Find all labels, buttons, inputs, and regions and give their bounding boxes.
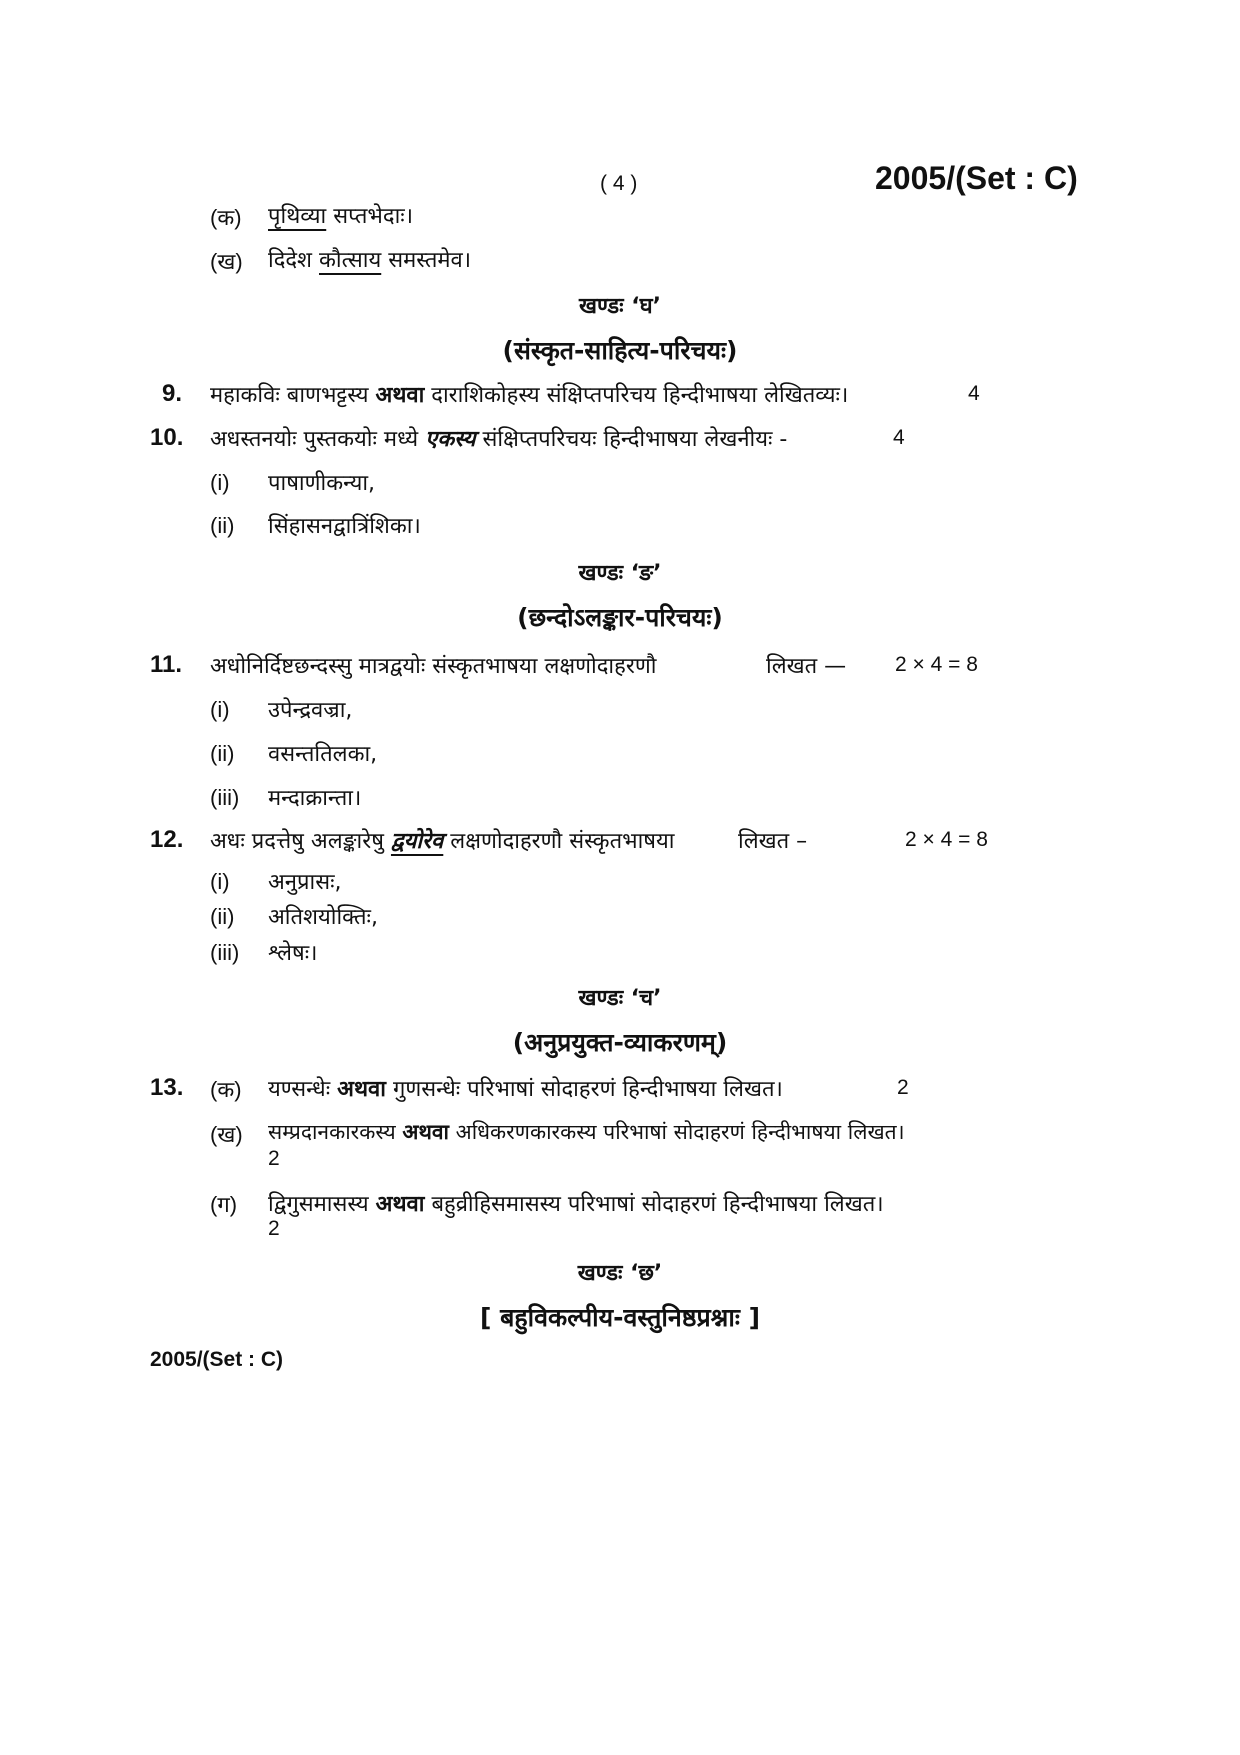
item-text: दिदेश	[268, 248, 320, 273]
part-text	[268, 1118, 905, 1146]
question-number-9: 9.	[162, 380, 183, 407]
option-text: श्लेषः।	[268, 941, 318, 966]
marks-12: 2 × 4 = 8	[905, 828, 988, 851]
question-number-12: 12.	[150, 826, 184, 853]
option-label: (iii)	[210, 785, 240, 810]
emphasis: एकस्य	[425, 427, 476, 452]
part-label: (ग)	[210, 1192, 238, 1217]
item-label-ka: (क)	[210, 205, 242, 230]
q-text: दाराशिकोहस्य संक्षिप्तपरिचय हिन्दीभाषया लेखितव्यः।	[424, 383, 849, 408]
emphasis: द्वयोरेव	[390, 829, 444, 854]
question-text-12-end: लिखत –	[738, 829, 808, 854]
q-text: अधिकरणकारकस्य परिभाषां सोदाहरणं हिन्दीभाषया लिखत।	[448, 1120, 905, 1144]
emphasis: अथवा	[402, 1120, 449, 1144]
option-label: (ii)	[210, 904, 235, 929]
part-label: (क)	[210, 1077, 242, 1102]
option-text: वसन्ततिलका,	[268, 742, 378, 767]
option-text: अतिशयोक्तिः,	[268, 905, 378, 930]
option-text: उपेन्द्रवज्रा,	[268, 698, 353, 723]
part-text	[268, 1188, 884, 1218]
emphasis: अथवा	[337, 1077, 386, 1102]
marks-11: 2 × 4 = 8	[895, 653, 978, 676]
option-text: पाषाणीकन्या,	[268, 471, 376, 496]
q-text: लक्षणोदाहरणौ संस्कृतभाषया	[443, 829, 675, 854]
section-title-cha: खण्डः ‘च’	[578, 986, 662, 1011]
question-text-11-end: लिखत —	[766, 654, 847, 679]
question-number-13: 13.	[150, 1074, 184, 1101]
option-text: सिंहासनद्वात्रिंशिका।	[268, 514, 421, 539]
question-text-10	[210, 423, 787, 453]
q-text: संक्षिप्तपरिचयः हिन्दीभाषया लेखनीयः -	[475, 427, 788, 452]
q-text: बहुव्रीहिसमासस्य परिभाषां सोदाहरणं हिन्दीभाषया लिखत।	[424, 1192, 884, 1217]
q-text: अधः प्रदत्तेषु अलङ्कारेषु	[210, 829, 391, 854]
question-text-9	[210, 379, 848, 409]
item-label-kha: (ख)	[210, 249, 243, 274]
marks-9: 4	[968, 382, 980, 405]
section-subtitle-gha: (संस्कृत-साहित्य-परिचयः)	[502, 336, 738, 365]
q-text: द्विगुसमासस्य	[268, 1192, 376, 1217]
q-text: सम्प्रदानकारकस्य	[268, 1120, 403, 1144]
marks-13-ka: 2	[897, 1076, 909, 1099]
item-text: समस्तमेव।	[381, 248, 472, 273]
paper-code-footer: 2005/(Set : C)	[150, 1348, 284, 1371]
emphasis: अथवा	[375, 383, 425, 408]
question-number-10: 10.	[150, 424, 184, 451]
section-subtitle-nga: (छन्दोऽलङ्कार-परिचयः)	[517, 603, 723, 632]
page-number: ( 4 )	[600, 172, 638, 195]
item-text-ka	[268, 200, 413, 230]
part-label: (ख)	[210, 1122, 243, 1147]
q-text: अधस्तनयोः पुस्तकयोः मध्ये	[210, 427, 426, 452]
underlined-word: कौत्साय	[319, 248, 382, 273]
q-text: गुणसन्धेः परिभाषां सोदाहरणं हिन्दीभाषया लिखत।	[385, 1077, 783, 1102]
marks-10: 4	[893, 426, 905, 449]
option-label: (i)	[210, 697, 230, 722]
item-text-kha	[268, 244, 471, 274]
question-text-12	[210, 825, 674, 855]
option-label: (ii)	[210, 513, 235, 538]
option-label: (ii)	[210, 741, 235, 766]
option-label: (i)	[210, 470, 230, 495]
q-text: यण्सन्धेः	[268, 1077, 338, 1102]
part-text	[268, 1073, 783, 1103]
section-subtitle-cha: (अनुप्रयुक्त-व्याकरणम्)	[512, 1028, 728, 1057]
option-text: अनुप्रासः,	[268, 870, 342, 895]
section-subtitle-chha: [ बहुविकल्पीय-वस्तुनिष्ठप्रश्नाः ]	[479, 1303, 761, 1332]
item-text: सप्तभेदाः।	[326, 204, 414, 229]
option-label: (iii)	[210, 940, 240, 965]
underlined-word: पृथिव्या	[268, 204, 327, 229]
question-text-11: अधोनिर्दिष्टछन्दस्सु मात्रद्वयोः संस्कृतभाषया लक्षणोदाहरणौ	[210, 654, 657, 679]
section-title-nga: खण्डः ‘ङ’	[578, 561, 662, 586]
marks-13-ga: 2	[268, 1217, 280, 1240]
section-title-chha: खण्डः ‘छ’	[577, 1261, 663, 1286]
marks-13-kha: 2	[268, 1147, 280, 1170]
section-title-gha: खण्डः ‘घ’	[578, 294, 662, 319]
option-label: (i)	[210, 869, 230, 894]
emphasis: अथवा	[375, 1192, 425, 1217]
question-number-11: 11.	[150, 651, 183, 678]
paper-code-header: 2005/(Set : C)	[875, 160, 1078, 196]
option-text: मन्दाक्रान्ता।	[268, 786, 362, 811]
q-text: महाकविः बाणभट्टस्य	[210, 383, 376, 408]
